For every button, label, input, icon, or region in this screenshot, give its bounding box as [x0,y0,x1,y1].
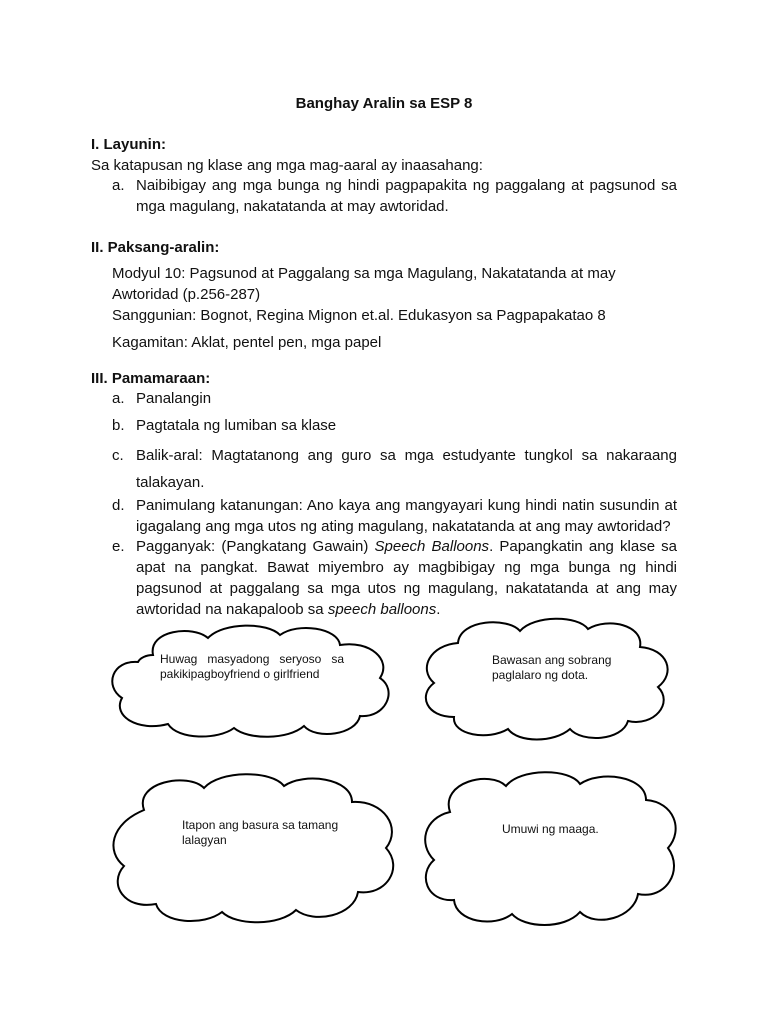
item-text-part: . Papangkatin ang klase sa apat na pangkat. Bawat miyembro ay magbibigay ng mga bunga ng hindi pagsunod at paggalang sa mga utos ng magulang, nakatatanda at ang may awtoridad na nakapaloob sa [136,538,677,618]
item-label: c. [112,447,124,464]
item-text-part: Pagganyak: (Pangkatang Gawain) [136,538,375,555]
pamamaraan-heading: III. Pamamaraan: [91,370,211,387]
item-text: Naibibigay ang mga bunga ng hindi pagpapakita ng paggalang at pagsunod sa mga magulang, nakatatanda at may awtoridad. [136,177,677,215]
pamamaraan-item-c [112,442,677,496]
layunin-heading: I. Layunin: [91,136,166,153]
item-text [136,536,677,620]
item-label: a. [112,177,125,194]
pamamaraan-item-e [112,536,677,620]
paksang-aralin-heading: II. Paksang-aralin: [91,239,220,256]
layunin-intro: Sa katapusan ng klase ang mga mag-aaral ay inaasahang: [91,157,483,174]
pamamaraan-item-b [112,415,677,436]
balloon-text: Huwag masyadong seryoso sa pakikipagboyfriend o girlfriend [160,652,344,681]
item-text-emphasis: speech balloons [327,601,437,618]
item-label: a. [112,390,125,407]
speech-balloon-3 [108,768,402,926]
item-text: Balik-aral: Magtatanong ang guro sa mga estudyante tungkol sa nakaraang talakayan. [136,447,677,491]
modyul-text: Modyul 10: Pagsunod at Paggalang sa mga Magulang, Nakatatanda at may Awtoridad (p.256-287) [112,265,616,303]
speech-balloon-1 [108,620,394,740]
pamamaraan-item-a [112,388,677,409]
item-text: Panalangin [136,390,212,407]
cloud-shape-icon [420,766,684,930]
kagamitan-text: Kagamitan: Aklat, pentel pen, mga papel [112,334,382,351]
item-label: e. [112,538,125,555]
balloon-text: Itapon ang basura sa tamang lalagyan [182,818,339,847]
speech-balloon-4 [420,766,684,930]
item-text: Pagtatala ng lumiban sa klase [136,417,337,434]
item-text-part: . [436,601,441,618]
document-title: Banghay Aralin sa ESP 8 [295,95,473,112]
pamamaraan-item-d [112,495,677,537]
sanggunian-text: Sanggunian: Bognot, Regina Mignon et.al. Edukasyon sa Pagpapakatao 8 [112,307,606,324]
item-text-emphasis: Speech Balloons [374,538,490,555]
item-label: b. [112,417,125,434]
item-label: d. [112,497,125,514]
layunin-item-a [112,175,677,217]
balloon-text: Bawasan ang sobrang paglalaro ng dota. [492,653,612,682]
balloon-text: Umuwi ng maaga. [502,822,599,836]
item-text: Panimulang katanungan: Ano kaya ang mangyayari kung hindi natin susundin at igagalang ang mga utos ng ating magulang, nakatatanda at ang may awtoridad? [136,497,677,535]
speech-balloon-2 [418,615,672,743]
